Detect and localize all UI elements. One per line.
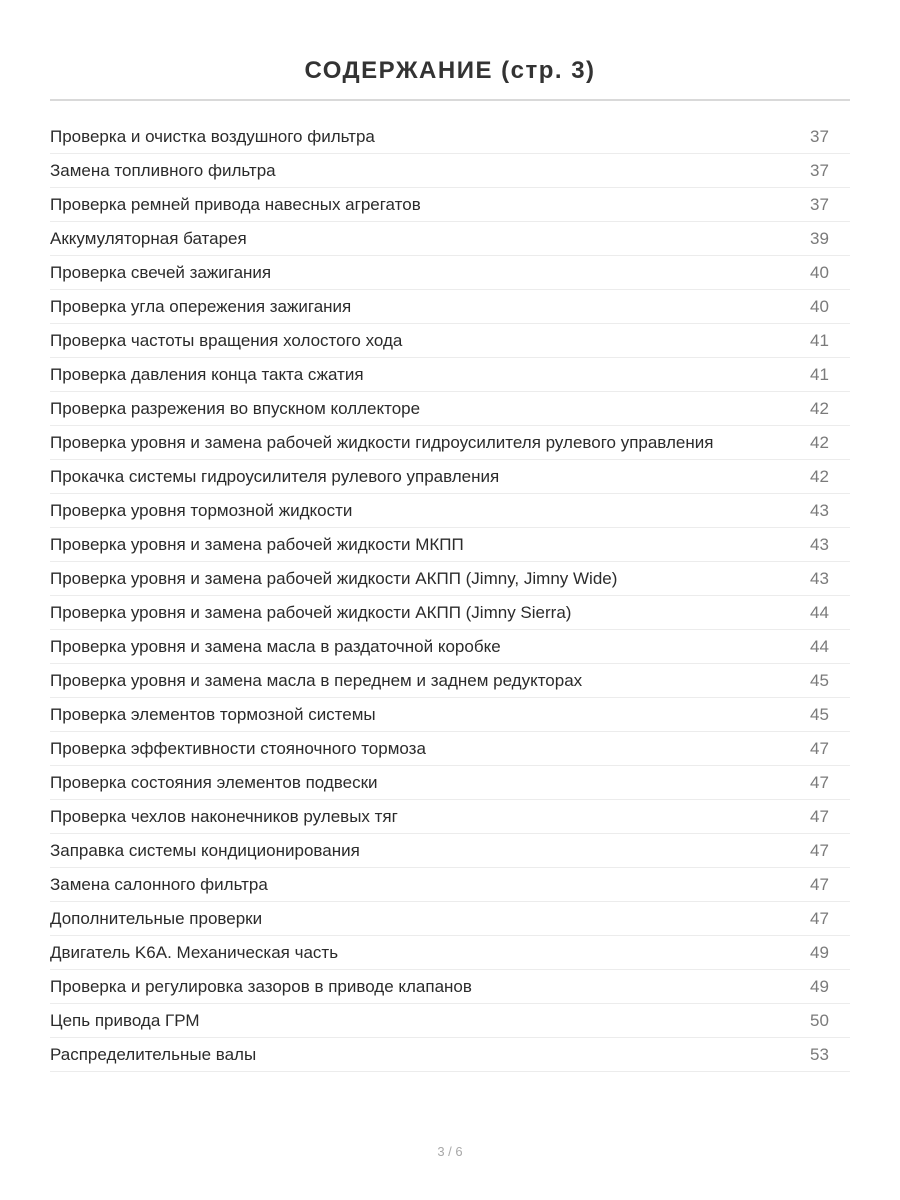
- toc-entry-page: 37: [810, 126, 829, 146]
- toc-entry[interactable]: [50, 154, 850, 188]
- toc-entry-page: 49: [810, 942, 829, 962]
- toc-entry[interactable]: [50, 970, 850, 1004]
- title-divider: [50, 99, 850, 101]
- toc-entry[interactable]: [50, 868, 850, 902]
- toc-entry[interactable]: [50, 698, 850, 732]
- toc-entry-page: 47: [810, 874, 829, 894]
- toc-entry-title: Проверка и регулировка зазоров в приводе клапанов: [50, 976, 472, 996]
- toc-entry[interactable]: [50, 324, 850, 358]
- toc-entry[interactable]: [50, 358, 850, 392]
- toc-entry-page: 42: [810, 398, 829, 418]
- toc-entry-page: 44: [810, 636, 829, 656]
- toc-entry-title: Проверка уровня и замена рабочей жидкости АКПП (Jimny Sierra): [50, 602, 572, 622]
- toc-entry-title: Дополнительные проверки: [50, 908, 263, 928]
- toc-entry-title: Проверка уровня и замена рабочей жидкости АКПП (Jimny, Jimny Wide): [50, 568, 618, 588]
- toc-entry-page: 37: [810, 194, 829, 214]
- toc-entry-page: 47: [810, 840, 829, 860]
- toc-entry[interactable]: [50, 222, 850, 256]
- toc-entry[interactable]: [50, 120, 850, 154]
- table-of-contents: [50, 120, 850, 1072]
- toc-entry-title: Замена топливного фильтра: [50, 160, 276, 180]
- toc-entry-title: Цепь привода ГРМ: [50, 1010, 200, 1030]
- toc-entry-page: 40: [810, 296, 829, 316]
- toc-entry[interactable]: [50, 834, 850, 868]
- toc-entry[interactable]: [50, 426, 850, 460]
- toc-entry-page: 37: [810, 160, 829, 180]
- toc-entry-page: 45: [810, 670, 829, 690]
- toc-entry-page: 42: [810, 466, 829, 486]
- toc-entry-title: Проверка частоты вращения холостого хода: [50, 330, 403, 350]
- toc-entry-page: 47: [810, 806, 829, 826]
- toc-entry-title: Проверка ремней привода навесных агрегатов: [50, 194, 421, 214]
- toc-entry[interactable]: [50, 494, 850, 528]
- toc-entry-page: 49: [810, 976, 829, 996]
- toc-entry-page: 41: [810, 330, 829, 350]
- toc-entry[interactable]: [50, 460, 850, 494]
- toc-entry-title: Проверка угла опережения зажигания: [50, 296, 352, 316]
- toc-entry-title: Распределительные валы: [50, 1044, 257, 1064]
- toc-entry-title: Проверка элементов тормозной системы: [50, 704, 376, 724]
- toc-entry-title: Проверка уровня и замена масла в переднем и заднем редукторах: [50, 670, 583, 690]
- toc-entry-page: 47: [810, 738, 829, 758]
- toc-entry[interactable]: [50, 392, 850, 426]
- toc-entry[interactable]: [50, 630, 850, 664]
- toc-entry-page: 40: [810, 262, 829, 282]
- toc-entry-title: Проверка уровня и замена масла в раздаточной коробке: [50, 636, 501, 656]
- toc-entry[interactable]: [50, 188, 850, 222]
- toc-entry[interactable]: [50, 664, 850, 698]
- toc-entry-title: Заправка системы кондиционирования: [50, 840, 360, 860]
- toc-entry-page: 43: [810, 568, 829, 588]
- toc-entry[interactable]: [50, 902, 850, 936]
- toc-entry-title: Проверка уровня тормозной жидкости: [50, 500, 353, 520]
- toc-entry[interactable]: [50, 800, 850, 834]
- toc-entry-page: 43: [810, 534, 829, 554]
- toc-entry-page: 50: [810, 1010, 829, 1030]
- toc-entry[interactable]: [50, 256, 850, 290]
- page-indicator: 3 / 6: [437, 1144, 463, 1159]
- toc-entry[interactable]: [50, 596, 850, 630]
- toc-entry[interactable]: [50, 290, 850, 324]
- toc-entry-title: Прокачка системы гидроусилителя рулевого управления: [50, 466, 500, 486]
- toc-entry[interactable]: [50, 528, 850, 562]
- toc-entry-page: 39: [810, 228, 829, 248]
- toc-entry[interactable]: [50, 1004, 850, 1038]
- toc-entry-page: 47: [810, 908, 829, 928]
- toc-entry-title: Проверка эффективности стояночного тормоза: [50, 738, 426, 758]
- toc-entry-title: Проверка состояния элементов подвески: [50, 772, 378, 792]
- toc-entry-page: 53: [810, 1044, 829, 1064]
- toc-entry-title: Проверка разрежения во впускном коллекторе: [50, 398, 421, 418]
- toc-entry[interactable]: [50, 732, 850, 766]
- toc-entry-page: 43: [810, 500, 829, 520]
- toc-entry-title: Проверка и очистка воздушного фильтра: [50, 126, 375, 146]
- toc-entry[interactable]: [50, 766, 850, 800]
- toc-entry-title: Проверка чехлов наконечников рулевых тяг: [50, 806, 398, 826]
- toc-entry-page: 44: [810, 602, 829, 622]
- toc-entry-title: Замена салонного фильтра: [50, 874, 268, 894]
- toc-entry-title: Проверка уровня и замена рабочей жидкости МКПП: [50, 534, 464, 554]
- toc-entry-page: 45: [810, 704, 829, 724]
- toc-entry-page: 42: [810, 432, 829, 452]
- toc-entry-title: Аккумуляторная батарея: [50, 228, 247, 248]
- toc-entry[interactable]: [50, 1038, 850, 1072]
- page-title: СОДЕРЖАНИЕ (стр. 3): [304, 57, 596, 85]
- toc-entry[interactable]: [50, 936, 850, 970]
- toc-entry-page: 41: [810, 364, 829, 384]
- toc-entry-title: Проверка уровня и замена рабочей жидкости гидроусилителя рулевого управления: [50, 432, 714, 452]
- toc-entry-title: Проверка давления конца такта сжатия: [50, 364, 364, 384]
- toc-entry-title: Проверка свечей зажигания: [50, 262, 272, 282]
- toc-entry-title: Двигатель K6A. Механическая часть: [50, 942, 339, 962]
- toc-entry[interactable]: [50, 562, 850, 596]
- toc-entry-page: 47: [810, 772, 829, 792]
